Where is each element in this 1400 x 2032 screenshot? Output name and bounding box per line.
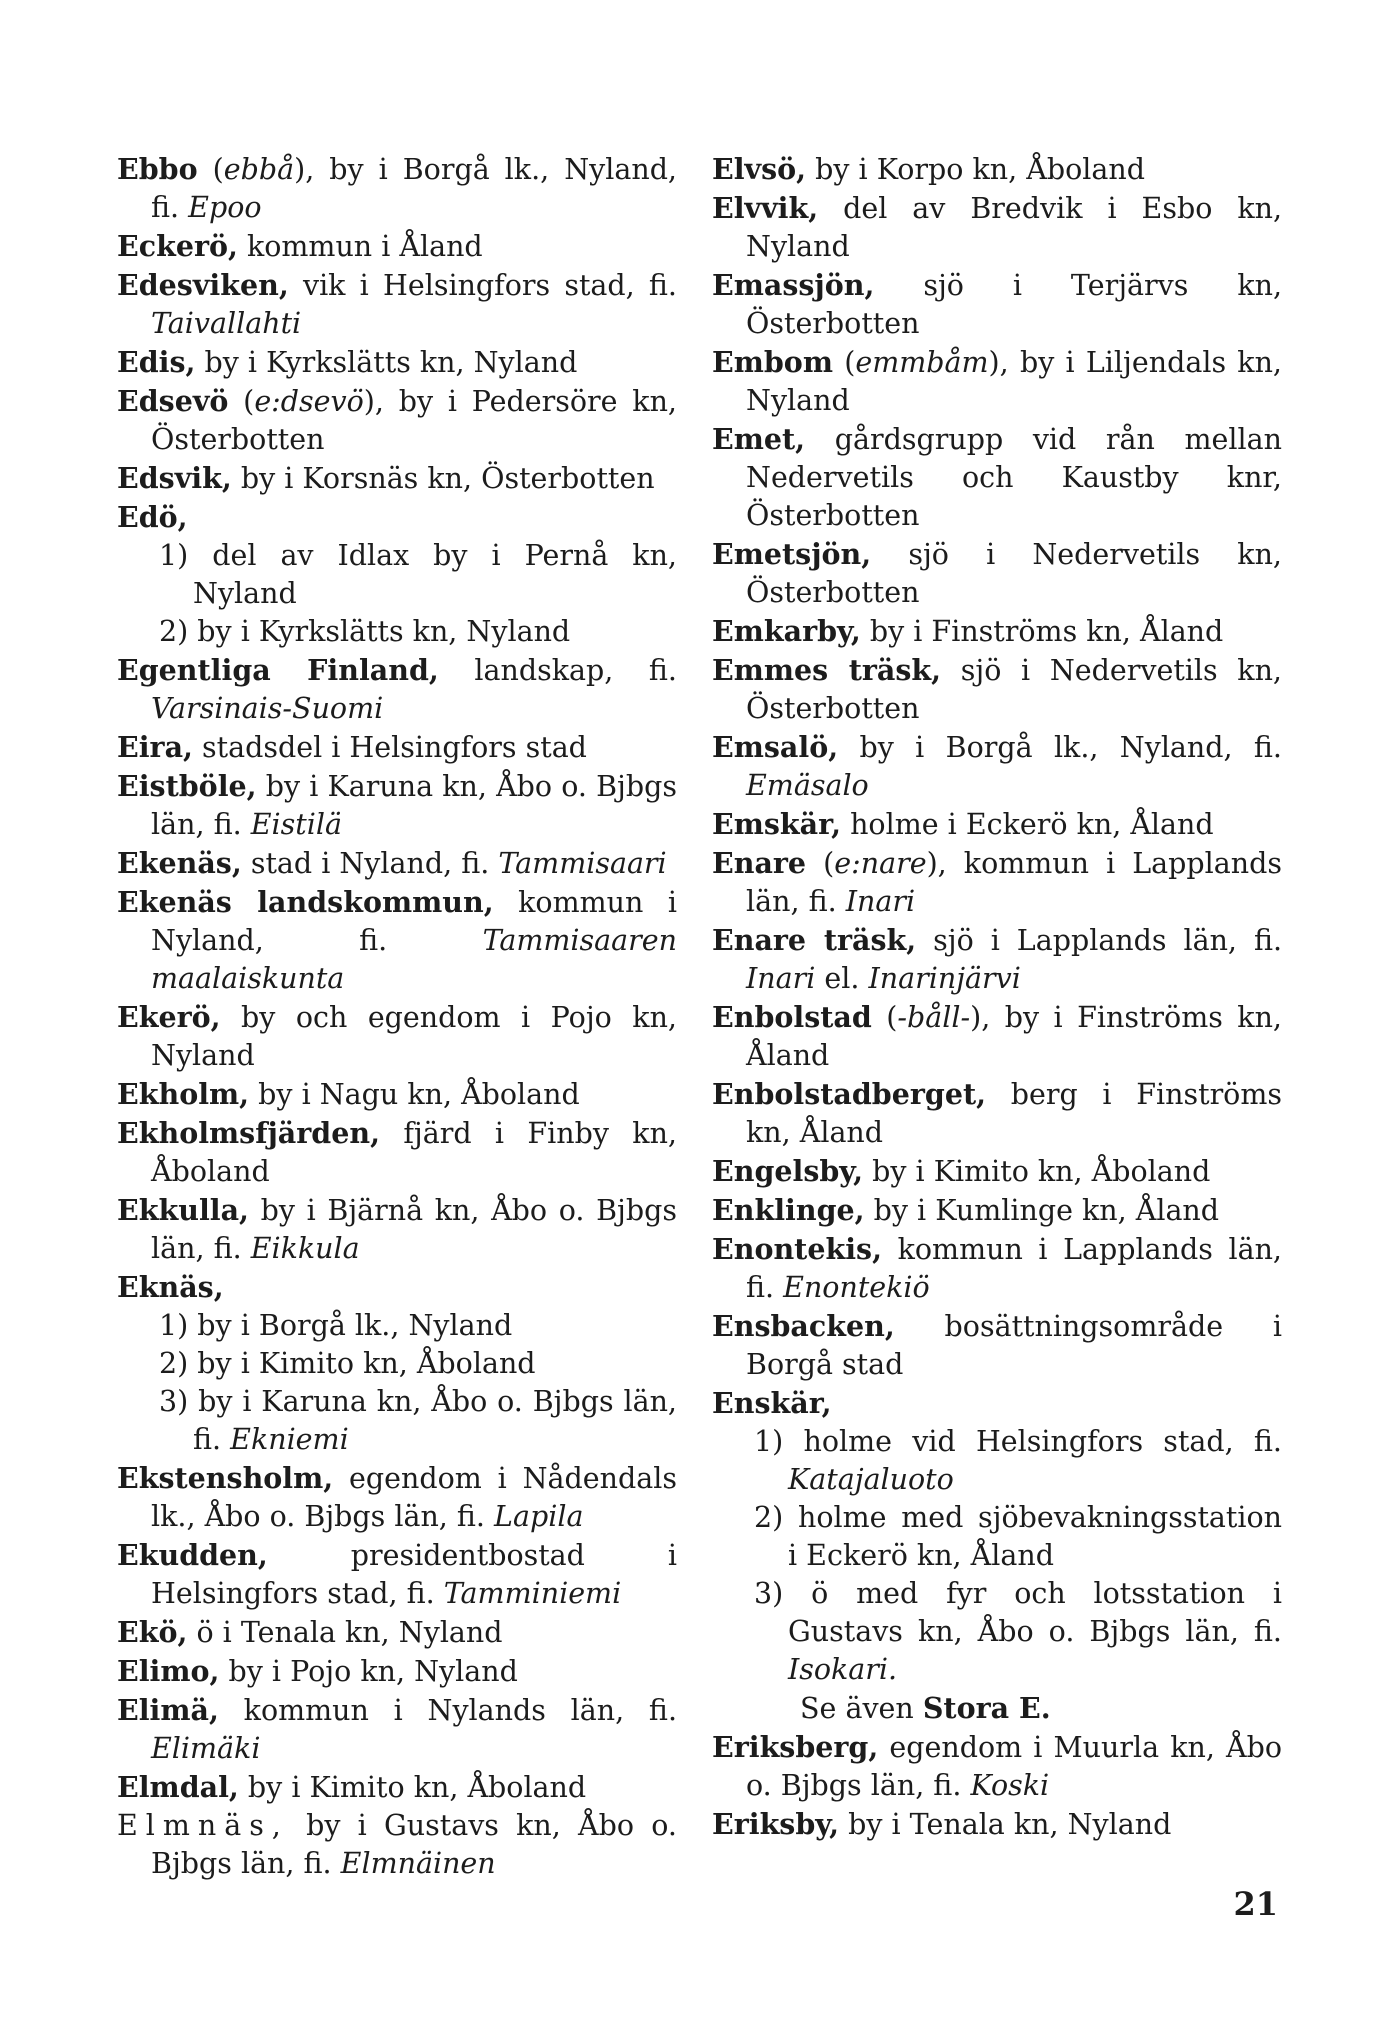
gazetteer-entry bbox=[712, 651, 1282, 728]
entry-text: vik i Helsingfors stad, fi. bbox=[288, 269, 677, 302]
headword: Ekholmsfjärden, bbox=[117, 1116, 380, 1150]
entry-text: by i Korsnäs kn, Österbotten bbox=[231, 462, 655, 495]
headword: Edsvik, bbox=[117, 461, 232, 495]
right-column bbox=[712, 150, 1282, 1844]
headword: Ensbacken, bbox=[712, 1309, 895, 1343]
sub-entry bbox=[125, 613, 677, 651]
headword: Edsevö bbox=[117, 384, 229, 418]
headword: Elvvik, bbox=[712, 191, 819, 225]
finnish-name: Eikkula bbox=[250, 1232, 360, 1265]
headword: Ebbo bbox=[117, 152, 198, 186]
entry-text: by i Kumlinge kn, Åland bbox=[864, 1194, 1220, 1227]
finnish-name: Ekniemi bbox=[230, 1423, 349, 1456]
finnish-name: Lapila bbox=[494, 1500, 584, 1533]
gazetteer-entry bbox=[712, 612, 1282, 651]
headword: Emetsjön, bbox=[712, 537, 872, 571]
finnish-name: -båll- bbox=[897, 1001, 971, 1034]
entry-text: by i Korpo kn, Åboland bbox=[806, 153, 1145, 186]
gazetteer-entry bbox=[712, 535, 1282, 612]
entry-text: by i Kimito kn, Åboland bbox=[863, 1155, 1211, 1188]
entry-text: by i Kimito kn, Åboland bbox=[238, 1771, 587, 1804]
entry-text: by i Pojo kn, Nyland bbox=[219, 1655, 518, 1688]
finnish-name: Tammisaari bbox=[498, 847, 667, 880]
finnish-name: Tamminiemi bbox=[443, 1577, 622, 1610]
gazetteer-entry bbox=[117, 1691, 677, 1768]
gazetteer-entry bbox=[117, 150, 677, 227]
headword: Emassjön, bbox=[712, 268, 875, 302]
headword: Eistböle, bbox=[117, 769, 257, 803]
finnish-name: Varsinais-Suomi bbox=[151, 692, 384, 725]
finnish-name: Inari bbox=[746, 962, 816, 995]
headword: Ekerö, bbox=[117, 1000, 221, 1034]
gazetteer-entry bbox=[712, 1075, 1282, 1152]
entry-text: ), kommun i Lapplands län, fi. bbox=[746, 847, 1282, 918]
gazetteer-entry bbox=[117, 651, 677, 728]
headword: Elimo, bbox=[117, 1654, 220, 1688]
headword: Emmes träsk, bbox=[712, 653, 942, 687]
finnish-name: e:dsevö bbox=[254, 385, 364, 418]
entry-text: 2) by i Kyrkslätts kn, Nyland bbox=[159, 615, 571, 648]
headword: Ekenäs, bbox=[117, 846, 242, 880]
gazetteer-entry bbox=[712, 1384, 1282, 1423]
headword: Enklinge, bbox=[712, 1193, 865, 1227]
gazetteer-entry bbox=[117, 1075, 677, 1114]
gazetteer-entry bbox=[117, 1114, 677, 1191]
gazetteer-entry bbox=[712, 998, 1282, 1075]
left-column bbox=[117, 150, 677, 1883]
entry-text: 2) holme med sjöbevakningsstation i Eckerö kn, Åland bbox=[754, 1501, 1282, 1572]
entry-text: presidentbostad i Helsingfors stad, fi. bbox=[151, 1539, 677, 1610]
headword: Eckerö, bbox=[117, 229, 238, 263]
entry-text: by i Bjärnå kn, Åbo o. Bjbgs län, fi. bbox=[151, 1194, 677, 1265]
finnish-name: Katajaluoto bbox=[788, 1463, 954, 1496]
gazetteer-entry bbox=[117, 728, 677, 767]
entry-text: ö i Tenala kn, Nyland bbox=[187, 1616, 503, 1649]
headword: Engelsby, bbox=[712, 1154, 864, 1188]
sub-entry bbox=[720, 1423, 1282, 1499]
gazetteer-entry bbox=[117, 1536, 677, 1613]
headword: Ekkulla, bbox=[117, 1193, 249, 1227]
finnish-name: Inari bbox=[845, 885, 916, 918]
gazetteer-entry bbox=[117, 998, 677, 1075]
entry-text: ( bbox=[832, 346, 856, 379]
entry-text: landskap, fi. bbox=[438, 654, 677, 687]
headword: Emet, bbox=[712, 422, 806, 456]
entry-text: sjö i Lapplands län, fi. bbox=[916, 924, 1283, 957]
headword: Enare bbox=[712, 846, 807, 880]
entry-text: 1) holme vid Helsingfors stad, fi. bbox=[754, 1425, 1282, 1458]
gazetteer-entry bbox=[712, 420, 1282, 535]
headword: Edis, bbox=[117, 345, 196, 379]
entry-text: bosättningsområde i Borgå stad bbox=[746, 1310, 1282, 1381]
gazetteer-entry bbox=[117, 883, 677, 998]
gazetteer-entry bbox=[712, 1805, 1282, 1844]
entry-text: by i Karuna kn, Åbo o. Bjbgs län, fi. bbox=[151, 770, 677, 841]
entry-text: kommun i Nyland, fi. bbox=[151, 886, 677, 957]
finnish-name: e:nare bbox=[834, 847, 927, 880]
entry-text: by i Gustavs kn, Åbo o. Bjbgs län, fi. bbox=[151, 1809, 677, 1880]
entry-text: egendom i Nådendals lk., Åbo o. Bjbgs län, fi. bbox=[151, 1462, 677, 1533]
entry-text: kommun i Lapplands län, fi. bbox=[746, 1233, 1282, 1304]
gazetteer-entry bbox=[117, 1807, 677, 1883]
headword: Enbolstad bbox=[712, 1000, 872, 1034]
gazetteer-entry bbox=[117, 459, 677, 498]
headword: Enare träsk, bbox=[712, 923, 917, 957]
entry-text: ), by i Liljendals kn, Nyland bbox=[746, 346, 1282, 417]
sub-entry bbox=[125, 1345, 677, 1383]
finnish-name: Taivallahti bbox=[151, 307, 302, 340]
entry-text: ( bbox=[197, 153, 224, 186]
gazetteer-entry bbox=[712, 805, 1282, 844]
page-number: 21 bbox=[1233, 1885, 1278, 1923]
entry-text: gårdsgrupp vid rån mellan Nedervetils och Kaustby knr, Österbotten bbox=[746, 423, 1282, 532]
entry-text: fjärd i Finby kn, Åboland bbox=[151, 1117, 677, 1188]
gazetteer-entry bbox=[117, 266, 677, 343]
finnish-name: ebbå bbox=[223, 153, 295, 186]
headword: Ekenäs landskommun, bbox=[117, 885, 494, 919]
sub-entry bbox=[720, 1575, 1282, 1689]
entry-text: kommun i Nylands län, fi. bbox=[218, 1694, 677, 1727]
gazetteer-entry bbox=[117, 1652, 677, 1691]
entry-text: ), by i Finströms kn, Åland bbox=[746, 1001, 1282, 1072]
sub-entry bbox=[720, 1499, 1282, 1575]
finnish-name: Epoo bbox=[188, 191, 262, 224]
gazetteer-entry bbox=[117, 1268, 677, 1307]
headword: Emskär, bbox=[712, 807, 842, 841]
entry-text: kommun i Åland bbox=[237, 230, 483, 263]
entry-text: by i Nagu kn, Åboland bbox=[249, 1078, 580, 1111]
gazetteer-entry bbox=[712, 921, 1282, 998]
headword: Enskär, bbox=[712, 1386, 832, 1420]
headword: Edö, bbox=[117, 500, 188, 534]
entry-text: ( bbox=[228, 385, 255, 418]
entry-text: 1) del av Idlax by i Pernå kn, Nyland bbox=[159, 539, 677, 610]
headword: Elimä, bbox=[117, 1693, 219, 1727]
entry-text: el. bbox=[815, 962, 869, 995]
headword: Eknäs, bbox=[117, 1270, 224, 1304]
entry-text: by och egendom i Pojo kn, Nyland bbox=[151, 1001, 677, 1072]
headword: Ekö, bbox=[117, 1615, 188, 1649]
entry-text: by i Finströms kn, Åland bbox=[860, 615, 1224, 648]
entry-text: 3) by i Karuna kn, Åbo o. Bjbgs län, fi. bbox=[159, 1385, 677, 1456]
entry-text: holme i Eckerö kn, Åland bbox=[841, 808, 1214, 841]
gazetteer-entry bbox=[117, 767, 677, 844]
gazetteer-entry bbox=[712, 266, 1282, 343]
headword: Elvsö, bbox=[712, 152, 807, 186]
gazetteer-entry bbox=[712, 1152, 1282, 1191]
entry-text: stad i Nyland, fi. bbox=[241, 847, 499, 880]
headword: Embom bbox=[712, 345, 833, 379]
gazetteer-entry bbox=[117, 1191, 677, 1268]
headword: Eriksby, bbox=[712, 1807, 840, 1841]
gazetteer-entry bbox=[117, 343, 677, 382]
headword-spaced: Elmnäs, bbox=[117, 1809, 289, 1842]
gazetteer-entry bbox=[712, 1191, 1282, 1230]
gazetteer-entry bbox=[117, 1613, 677, 1652]
finnish-name: Emäsalo bbox=[746, 769, 869, 802]
headword: Enbolstadberget, bbox=[712, 1077, 987, 1111]
entry-text: ( bbox=[806, 847, 835, 880]
headword: Eira, bbox=[117, 730, 193, 764]
gazetteer-entry bbox=[117, 1768, 677, 1807]
entry-text: ), by i Pedersöre kn, Österbotten bbox=[151, 385, 677, 456]
finnish-name: Koski bbox=[970, 1769, 1050, 1802]
entry-text: 3) ö med fyr och lotsstation i Gustavs kn, Åbo o. Bjbgs län, fi. bbox=[754, 1577, 1282, 1648]
sub-entry bbox=[125, 1383, 677, 1459]
entry-text: sjö i Terjärvs kn, Österbotten bbox=[746, 269, 1282, 340]
headword: Emkarby, bbox=[712, 614, 861, 648]
gazetteer-entry bbox=[117, 382, 677, 459]
gazetteer-entry bbox=[712, 1230, 1282, 1307]
entry-text: by i Borgå lk., Nyland, fi. bbox=[838, 731, 1282, 764]
headword: Ekstensholm, bbox=[117, 1461, 334, 1495]
gazetteer-entry bbox=[117, 227, 677, 266]
entry-text: Se även bbox=[800, 1692, 923, 1725]
gazetteer-entry bbox=[712, 150, 1282, 189]
entry-text: by i Kyrkslätts kn, Nyland bbox=[195, 346, 578, 379]
headword: Elmdal, bbox=[117, 1770, 239, 1804]
finnish-name: Enontekiö bbox=[783, 1271, 930, 1304]
gazetteer-entry bbox=[712, 1728, 1282, 1805]
finnish-name: emmbåm bbox=[855, 346, 989, 379]
finnish-name: Elimäki bbox=[151, 1732, 261, 1765]
gazetteer-entry bbox=[712, 728, 1282, 805]
gazetteer-entry bbox=[712, 343, 1282, 420]
gazetteer-entry bbox=[712, 1307, 1282, 1384]
headword: Ekholm, bbox=[117, 1077, 250, 1111]
entry-text: ), by i Borgå lk., Nyland, fi. bbox=[151, 153, 677, 224]
see-also bbox=[712, 1689, 1282, 1728]
entry-text: del av Bredvik i Esbo kn, Nyland bbox=[746, 192, 1282, 263]
finnish-name: Tammisaaren maalaiskunta bbox=[151, 924, 677, 995]
headword: Stora E. bbox=[922, 1691, 1051, 1725]
entry-text: 2) by i Kimito kn, Åboland bbox=[159, 1347, 536, 1380]
headword: Eriksberg, bbox=[712, 1730, 879, 1764]
headword: Enontekis, bbox=[712, 1232, 883, 1266]
entry-text: stadsdel i Helsingfors stad bbox=[192, 731, 587, 764]
gazetteer-entry bbox=[712, 844, 1282, 921]
gazetteer-entry bbox=[117, 498, 677, 537]
entry-text: berg i Finströms kn, Åland bbox=[746, 1078, 1282, 1149]
gazetteer-entry bbox=[117, 844, 677, 883]
sub-entry bbox=[125, 537, 677, 613]
finnish-name: Eistilä bbox=[250, 808, 342, 841]
entry-text: sjö i Nedervetils kn, Österbotten bbox=[746, 654, 1282, 725]
finnish-name: Isokari. bbox=[788, 1653, 898, 1686]
entry-text: sjö i Nedervetils kn, Österbotten bbox=[746, 538, 1282, 609]
gazetteer-entry bbox=[117, 1459, 677, 1536]
entry-text: ( bbox=[871, 1001, 898, 1034]
entry-text: egendom i Muurla kn, Åbo o. Bjbgs län, fi. bbox=[746, 1731, 1282, 1802]
headword: Edesviken, bbox=[117, 268, 289, 302]
finnish-name: Inarinjärvi bbox=[868, 962, 1021, 995]
entry-text: by i Tenala kn, Nyland bbox=[839, 1808, 1172, 1841]
finnish-name: Elmnäinen bbox=[340, 1847, 496, 1880]
entry-text: 1) by i Borgå lk., Nyland bbox=[159, 1309, 513, 1342]
sub-entry bbox=[125, 1307, 677, 1345]
headword: Egentliga Finland, bbox=[117, 653, 439, 687]
headword: Emsalö, bbox=[712, 730, 839, 764]
gazetteer-entry bbox=[712, 189, 1282, 266]
headword: Ekudden, bbox=[117, 1538, 268, 1572]
